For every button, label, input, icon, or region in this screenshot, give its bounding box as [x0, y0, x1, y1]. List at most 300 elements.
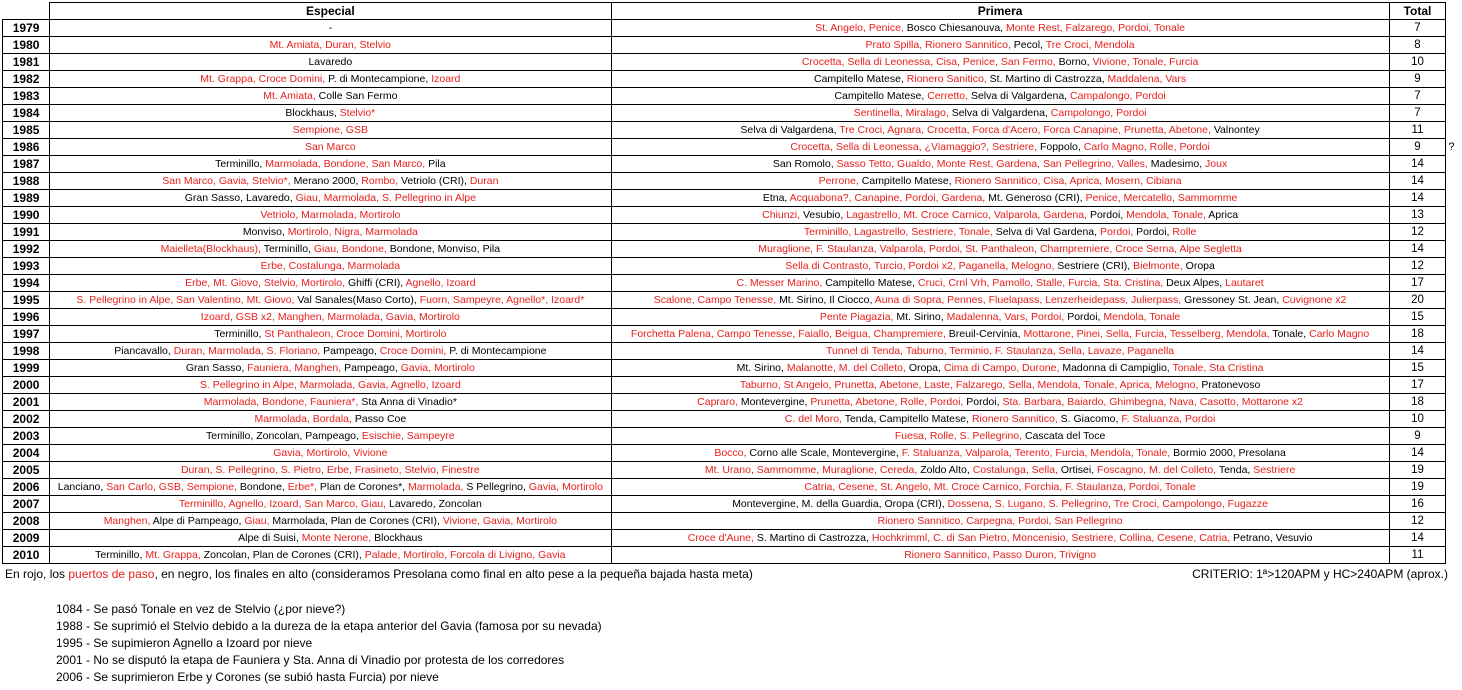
primera-cell [611, 258, 1389, 275]
summit-finish: Pordoi, [1089, 208, 1127, 221]
row-mark [1446, 258, 1462, 275]
pass-climb: Carlo Magno, Rolle, Pordoi [1083, 140, 1210, 153]
especial-cell [50, 445, 611, 462]
table-body [3, 20, 1462, 564]
pass-climb: Giau, Bondone, [313, 242, 390, 255]
summit-finish: Alpe di Suisi, [238, 531, 302, 544]
especial-cell [50, 139, 611, 156]
footnotes [56, 601, 602, 686]
year-cell: 1984 [3, 105, 50, 122]
especial-cell [50, 105, 611, 122]
row-mark [1446, 496, 1462, 513]
total-cell: 15 [1389, 309, 1446, 326]
summit-finish: Terminillo, [215, 157, 266, 170]
year-cell: 2001 [3, 394, 50, 411]
pass-climb: Taburno, St Angelo, Prunetta, Abetone, Laste, Falzarego, Sella, Mendola, Tonale, Aprica, Melogno, [739, 378, 1202, 391]
pass-climb: Joux [1205, 157, 1228, 170]
pass-climb: Giau, [244, 514, 273, 527]
row-mark [1446, 173, 1462, 190]
row-mark [1446, 360, 1462, 377]
table-row [3, 343, 1462, 360]
pass-climb: Cima di Campo, Durone, [943, 361, 1063, 374]
table-row [3, 513, 1462, 530]
row-mark [1446, 37, 1462, 54]
summit-finish: Montevergine, [740, 395, 811, 408]
especial-cell [50, 343, 611, 360]
especial-cell [50, 360, 611, 377]
summit-finish: Campitello Matese, [861, 174, 955, 187]
pass-climb: Erbe*, [287, 480, 320, 493]
row-mark [1446, 207, 1462, 224]
primera-cell [611, 394, 1389, 411]
especial-cell [50, 309, 611, 326]
total-cell: 7 [1389, 88, 1446, 105]
especial-cell [50, 173, 611, 190]
primera-cell [611, 156, 1389, 173]
pass-climb: Giau, Marmolada, S. Pellegrino in Alpe [295, 191, 476, 204]
pass-climb: Costalunga, Sella, [972, 463, 1061, 476]
especial-cell [50, 207, 611, 224]
row-mark [1446, 462, 1462, 479]
total-cell: 13 [1389, 207, 1446, 224]
summit-finish: Vetriolo (CRI), [400, 174, 470, 187]
pass-climb: Rionero Sanitico, [906, 72, 990, 85]
summit-finish: Gran Sasso, [185, 361, 248, 374]
pass-climb: Auna di Sopra, Pennes, Fluelapass, Lenzerheidepass, Julierpass, [874, 293, 1185, 306]
row-mark [1446, 530, 1462, 547]
pass-climb: Vetriolo, Marmolada, Mortirolo [260, 208, 401, 221]
summit-finish: Corno alle Scale, Montevergine, [749, 446, 902, 459]
pass-climb: Fuesa, Rolle, S. Pellegrino, [894, 429, 1025, 442]
summit-finish: Cascata del Toce [1024, 429, 1106, 442]
year-cell: 1982 [3, 71, 50, 88]
pass-climb: Maddalena, Vars [1107, 72, 1187, 85]
summit-finish: Blockhaus, [285, 106, 340, 119]
row-mark [1446, 377, 1462, 394]
pass-climb: Sella di Contrasto, Turcio, Pordoi x2, Paganella, Melogno, [785, 259, 1058, 272]
year-cell: 1981 [3, 54, 50, 71]
total-cell: 17 [1389, 377, 1446, 394]
summit-finish: Etna, [762, 191, 790, 204]
pass-climb: Monte Nerone, [301, 531, 375, 544]
year-cell: 1991 [3, 224, 50, 241]
primera-cell [611, 377, 1389, 394]
pass-climb: Marmolada, [408, 480, 467, 493]
pass-climb: Forchetta Palena, Campo Tenesse, Faiallo, Beigua, Champremiere, [630, 327, 949, 340]
primera-cell [611, 20, 1389, 37]
summit-finish: Blockhaus [374, 531, 423, 544]
pass-climb: Vivione, Gavia, Mortirolo [442, 514, 557, 527]
summit-finish: San Romolo, [772, 157, 837, 170]
pass-climb: San Marco, Gavia, Stelvio*, [162, 174, 294, 187]
summit-finish: Selva di Valgardena, [970, 89, 1071, 102]
pass-climb: Erbe, Mt. Giovo, Stelvio, Mortirolo, [185, 276, 348, 289]
pass-climb: Monte Rest, Falzarego, Pordoi, Tonale [1006, 21, 1186, 34]
total-cell: 14 [1389, 173, 1446, 190]
summit-finish: Pecol, [1013, 38, 1046, 51]
summit-finish: Lavaredo [308, 55, 353, 68]
summit-finish: Merano 2000, [293, 174, 362, 187]
primera-cell [611, 241, 1389, 258]
especial-cell [50, 547, 611, 564]
summit-finish: Selva di Val Gardena, [995, 225, 1100, 238]
summit-finish: Selva di Valgardena, [951, 106, 1051, 119]
primera-cell [611, 71, 1389, 88]
especial-cell [50, 428, 611, 445]
pass-climb: Esischie, Sampeyre [361, 429, 455, 442]
especial-cell [50, 513, 611, 530]
pass-climb: Cruci, Crnl Vrh, Pamollo, Stalle, Furcia, Sta. Cristina, [917, 276, 1167, 289]
pass-climb: Bocco, [714, 446, 750, 459]
pass-climb: Mortirolo, Nigra, Marmolada [287, 225, 418, 238]
table-row [3, 360, 1462, 377]
summit-finish: P. di Montecampione, [328, 72, 432, 85]
summit-finish: S. Martino di Castrozza, [756, 531, 872, 544]
table-row [3, 105, 1462, 122]
year-cell: 1987 [3, 156, 50, 173]
pass-climb: Pordoi, [1099, 225, 1137, 238]
primera-cell [611, 139, 1389, 156]
table-row [3, 20, 1462, 37]
especial-cell [50, 20, 611, 37]
pass-climb: St. Angelo, Penice, [815, 21, 907, 34]
row-mark [1446, 88, 1462, 105]
especial-cell [50, 411, 611, 428]
pass-climb: Carlo Magno [1309, 327, 1370, 340]
summit-finish: - [328, 21, 333, 34]
footnote: 1995 - Se supimieron Agnello a Izoard por nieve [56, 636, 313, 650]
summit-finish: Breuil-Cervinia, [948, 327, 1024, 340]
row-mark [1446, 428, 1462, 445]
pass-climb: C. del Moro, [784, 412, 845, 425]
table-row [3, 445, 1462, 462]
primera-cell [611, 54, 1389, 71]
year-cell: 2010 [3, 547, 50, 564]
table-row [3, 326, 1462, 343]
summit-finish: Piancavallo, [114, 344, 174, 357]
total-cell: 16 [1389, 496, 1446, 513]
pass-climb: Rolle [1172, 225, 1197, 238]
primera-cell [611, 530, 1389, 547]
summit-finish: Bosco Chiesanouva, [906, 21, 1007, 34]
summit-finish: Lanciano, [57, 480, 107, 493]
pass-climb: San Carlo, GSB, Sempione, [106, 480, 240, 493]
year-cell: 1997 [3, 326, 50, 343]
primera-cell [611, 496, 1389, 513]
primera-cell [611, 122, 1389, 139]
table-row [3, 241, 1462, 258]
especial-cell [50, 530, 611, 547]
pass-climb: Prato Spilla, Rionero Sannitico, [865, 38, 1014, 51]
pass-climb: S. Pellegrino in Alpe, San Valentino, Mt. Giovo, [76, 293, 298, 306]
especial-cell [50, 156, 611, 173]
year-cell: 2008 [3, 513, 50, 530]
summit-finish: Campitello Matese, [825, 276, 918, 289]
summit-finish: Borno, [1058, 55, 1093, 68]
summit-finish: Selva di Valgardena, [740, 123, 840, 136]
summit-finish: Bondone, [239, 480, 288, 493]
summit-finish: Campitello Matese, [834, 89, 928, 102]
pass-climb: Palade, Mortirolo, Forcola di Livigno, Gavia [364, 548, 566, 561]
especial-cell [50, 292, 611, 309]
table-row [3, 88, 1462, 105]
summit-finish: Tonale, [1272, 327, 1310, 340]
summit-finish: Sta Anna di Vinadio* [361, 395, 457, 408]
summit-finish: Tenda, [1218, 463, 1254, 476]
pass-climb: Chiunzi, [762, 208, 803, 221]
summit-finish: Vesubio, [802, 208, 847, 221]
row-mark [1446, 326, 1462, 343]
especial-cell [50, 496, 611, 513]
pass-climb: Croce Domini, [379, 344, 450, 357]
primera-cell [611, 190, 1389, 207]
especial-cell [50, 190, 611, 207]
table-row [3, 428, 1462, 445]
pass-climb: Pente Piagazia, [819, 310, 897, 323]
primera-cell [611, 207, 1389, 224]
pass-climb: Manghen, [103, 514, 153, 527]
pass-climb: Erbe, Costalunga, Marmolada [260, 259, 401, 272]
year-cell: 2002 [3, 411, 50, 428]
total-cell: 12 [1389, 224, 1446, 241]
pass-climb: Madalenna, Vars, Pordoi, [946, 310, 1068, 323]
pass-climb: Maielleta(Blockhaus), [160, 242, 264, 255]
summit-finish: S. Giacomo, [1060, 412, 1122, 425]
primera-cell [611, 37, 1389, 54]
primera-cell [611, 224, 1389, 241]
footnote: 2001 - No se disputó la etapa de Fauniera y Sta. Anna di Vinadio por protesta de los corredores [56, 653, 565, 667]
pass-climb: Dossena, S. Lugano, S. Pellegrino, Tre Croci, Campolongo, Fugazze [947, 497, 1268, 510]
pass-climb: Mottarone, Pinei, Sella, Furcia, Tesselberg, Mendola, [1023, 327, 1273, 340]
summit-finish: Madesimo, [1150, 157, 1206, 170]
table-row [3, 207, 1462, 224]
pass-climb: Crocetta, Sella di Leonessa, Cisa, Penice, San Fermo, [801, 55, 1059, 68]
summit-finish: Oropa [1185, 259, 1215, 272]
table-row [3, 394, 1462, 411]
pass-climb: F. Staluanza, Pordoi [1121, 412, 1216, 425]
especial-cell [50, 258, 611, 275]
summit-finish: Pampeago, [323, 344, 380, 357]
total-cell: 11 [1389, 547, 1446, 564]
primera-cell [611, 88, 1389, 105]
table-row [3, 37, 1462, 54]
legend-red-term: puertos de paso [68, 567, 155, 581]
row-mark [1446, 275, 1462, 292]
legend-text-1: En rojo, los [5, 567, 69, 581]
primera-cell [611, 428, 1389, 445]
pass-climb: Marmolada, Bondone, Fauniera*, [203, 395, 362, 408]
total-cell: 18 [1389, 394, 1446, 411]
primera-cell [611, 173, 1389, 190]
row-mark [1446, 292, 1462, 309]
summit-finish: Lavaredo, Zoncolan [388, 497, 482, 510]
summit-finish: Gressoney St. Jean, [1184, 293, 1283, 306]
pass-climb: Terminillo, Agnello, Izoard, San Marco, Giau, [178, 497, 389, 510]
year-cell: 1993 [3, 258, 50, 275]
summit-finish: Pampeago, [344, 361, 401, 374]
row-mark [1446, 411, 1462, 428]
summit-finish: Aprica [1208, 208, 1239, 221]
total-cell: 19 [1389, 462, 1446, 479]
pass-climb: San Marco [304, 140, 356, 153]
summit-finish: Petrano, Vesuvio [1233, 531, 1313, 544]
summit-finish: Zoldo Alto, [920, 463, 973, 476]
total-cell: 7 [1389, 105, 1446, 122]
pass-climb: Rionero Sannitico, Passo Duron, Trivigno [904, 548, 1097, 561]
primera-cell [611, 360, 1389, 377]
total-cell: 9 [1389, 139, 1446, 156]
summit-finish: Mt. Sirino, Il Ciocco, [779, 293, 875, 306]
year-cell: 2003 [3, 428, 50, 445]
pass-climb: F. Staluanza, Valparola, Terento, Furcia, Mendola, Tonale, [901, 446, 1174, 459]
summit-finish: Sestriere (CRI), [1057, 259, 1134, 272]
summit-finish: Tenda, Campitello Matese, [844, 412, 972, 425]
summit-finish: Gran Sasso, Lavaredo, [184, 191, 296, 204]
pass-climb: Fuorn, Sampeyre, Agnello*, Izoard* [419, 293, 585, 306]
pass-climb: Scalone, Campo Tenesse, [653, 293, 780, 306]
summit-finish: Alpe di Pampeago, [152, 514, 245, 527]
year-cell: 1996 [3, 309, 50, 326]
pass-climb: Terminillo, Lagastrello, Sestriere, Tonale, [803, 225, 996, 238]
summit-finish: Zoncolan, Plan de Corones (CRI), [203, 548, 365, 561]
year-cell: 1985 [3, 122, 50, 139]
especial-cell [50, 377, 611, 394]
total-cell: 7 [1389, 20, 1446, 37]
year-cell: 2007 [3, 496, 50, 513]
primera-cell [611, 309, 1389, 326]
table-row [3, 224, 1462, 241]
summit-finish: Deux Alpes, [1166, 276, 1226, 289]
total-cell: 14 [1389, 241, 1446, 258]
footnote: 2006 - Se suprimieron Erbe y Corones (se subió hasta Furcia) por nieve [56, 670, 439, 684]
especial-cell [50, 88, 611, 105]
pass-climb: Fauniera, Manghen, [247, 361, 345, 374]
especial-cell [50, 37, 611, 54]
pass-climb: Gavia, Mortirolo [400, 361, 475, 374]
summit-finish: Bondone, Monviso, Pila [389, 242, 501, 255]
header-blank-cell [3, 3, 50, 20]
especial-cell [50, 71, 611, 88]
pass-climb: S. Pellegrino in Alpe, Marmolada, Gavia, Agnello, Izoard [199, 378, 461, 391]
pass-climb: Gavia, Mortirolo [528, 480, 603, 493]
primera-cell [611, 292, 1389, 309]
summit-finish: Colle San Fermo [318, 89, 398, 102]
summit-finish: Bormio 2000, Presolana [1173, 446, 1286, 459]
summit-finish: Terminillo, Zoncolan, Pampeago, [206, 429, 362, 442]
row-mark [1446, 343, 1462, 360]
summit-finish: Marmolada, Plan de Corones (CRI), [272, 514, 443, 527]
total-cell: 19 [1389, 479, 1446, 496]
summit-finish: Plan de Corones*, [319, 480, 409, 493]
year-cell: 1983 [3, 88, 50, 105]
pass-climb: Rionero Sannitico, Cisa, Aprica, Mosern, Cibiana [954, 174, 1182, 187]
primera-cell [611, 275, 1389, 292]
primera-cell [611, 462, 1389, 479]
pass-climb: Mt. Grappa, [145, 548, 204, 561]
row-mark [1446, 156, 1462, 173]
year-cell: 2004 [3, 445, 50, 462]
total-cell: 18 [1389, 326, 1446, 343]
giro-climbs-table [2, 2, 1462, 564]
year-cell: 2006 [3, 479, 50, 496]
pass-climb: Mt. Amiata, [263, 89, 319, 102]
summit-finish: Monviso, [242, 225, 288, 238]
table-row [3, 547, 1462, 564]
table-row [3, 496, 1462, 513]
pass-climb: Cerretto, [927, 89, 971, 102]
year-cell: 1988 [3, 173, 50, 190]
pass-climb: Mt. Amiata, Duran, Stelvio [269, 38, 392, 51]
total-cell: 10 [1389, 411, 1446, 428]
summit-finish: Pordoi, [966, 395, 1003, 408]
summit-finish: Foppolo, [1039, 140, 1084, 153]
row-mark [1446, 122, 1462, 139]
total-cell: 14 [1389, 530, 1446, 547]
total-cell: 11 [1389, 122, 1446, 139]
especial-cell [50, 241, 611, 258]
pass-climb: Stelvio* [339, 106, 376, 119]
row-mark [1446, 479, 1462, 496]
total-cell: 14 [1389, 445, 1446, 462]
total-cell: 10 [1389, 54, 1446, 71]
pass-climb: Lautaret [1225, 276, 1264, 289]
especial-cell [50, 326, 611, 343]
criterio-note: CRITERIO: 1ª>120APM y HC>240APM (aprox.) [1192, 567, 1448, 581]
primera-cell [611, 445, 1389, 462]
pass-climb: Izoard [431, 72, 461, 85]
especial-cell [50, 394, 611, 411]
total-cell: 12 [1389, 258, 1446, 275]
header-row [3, 3, 1462, 20]
year-cell: 1992 [3, 241, 50, 258]
pass-climb: Tre Croci, Mendola [1045, 38, 1135, 51]
pass-climb: Sestriere [1253, 463, 1296, 476]
row-mark [1446, 547, 1462, 564]
pass-climb: Duran, S. Pellegrino, S. Pietro, Erbe, Frasineto, Stelvio, Finestre [180, 463, 480, 476]
summit-finish: Terminillo, [214, 327, 265, 340]
summit-finish: Pila [428, 157, 446, 170]
table-row [3, 71, 1462, 88]
table-row [3, 462, 1462, 479]
table-row [3, 292, 1462, 309]
year-cell: 1989 [3, 190, 50, 207]
pass-climb: Perrone, [818, 174, 862, 187]
pass-climb: Sta. Barbara, Baiardo, Ghimbegna, Nava, Casotto, Mottarone x2 [1002, 395, 1304, 408]
pass-climb: Acquabona?, Canapine, Pordoi, Gardena, [789, 191, 989, 204]
pass-climb: Mendola, Tonale [1103, 310, 1181, 323]
pass-climb: Hochkrimml, C. di San Pietro, Moncenisio, Sestriere, Collina, Cesene, Catria, [871, 531, 1234, 544]
summit-finish: Mt. Sirino, [736, 361, 787, 374]
year-cell: 1995 [3, 292, 50, 309]
pass-climb: Prunetta, Abetone, Rolle, Pordoi, [810, 395, 967, 408]
pass-climb: Malanotte, M. del Colleto, [786, 361, 909, 374]
summit-finish: Pratonevoso [1201, 378, 1261, 391]
pass-climb: Vivione, Tonale, Furcia [1092, 55, 1199, 68]
legend-text-2: , en negro, los finales en alto (consideramos Presolana como final en alto pese a la pequeña bajada hasta meta) [154, 567, 753, 581]
header-total: Total [1389, 3, 1446, 20]
summit-finish: Val Sanales(Maso Corto), [297, 293, 420, 306]
header-gap [1446, 3, 1462, 20]
total-cell: 14 [1389, 156, 1446, 173]
total-cell: 9 [1389, 71, 1446, 88]
pass-climb: Mendola, Tonale, [1126, 208, 1209, 221]
especial-cell [50, 462, 611, 479]
especial-cell [50, 275, 611, 292]
table-row [3, 309, 1462, 326]
pass-climb: Sasso Tetto, Gualdo, Monte Rest, Gardena, San Pellegrino, Valles, [836, 157, 1151, 170]
pass-climb: Sempione, GSB [292, 123, 368, 136]
summit-finish: S Pellegrino, [466, 480, 529, 493]
